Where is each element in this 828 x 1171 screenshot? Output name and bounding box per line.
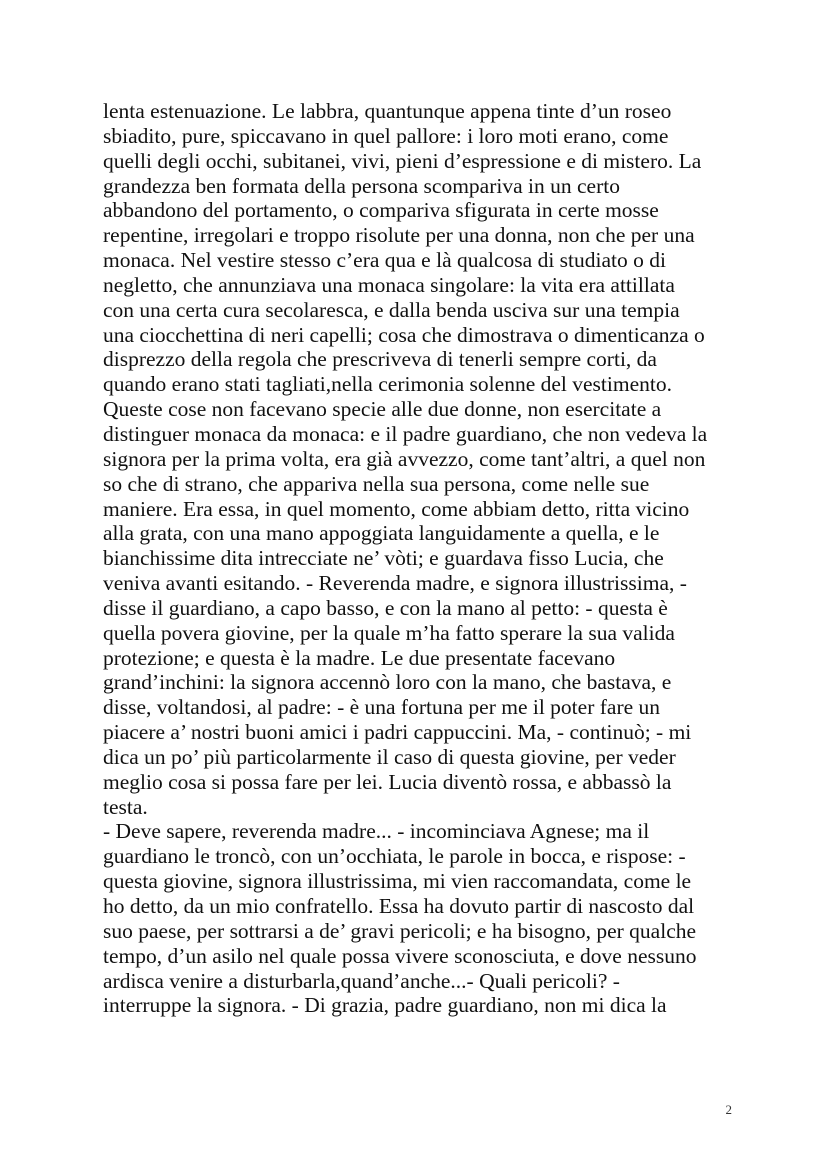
text-line: bianchissime dita intrecciate ne’ vòti; e guardava fisso Lucia, che [103,546,664,571]
text-line: quella povera giovine, per la quale m’ha fatto sperare la sua valida [103,620,675,645]
text-line: signora per la prima volta, era già avvezzo, come tant’altri, a quel non [103,446,706,471]
text-line: Queste cose non facevano specie alle due donne, non esercitate a [103,397,662,422]
text-line: protezione; e questa è la madre. Le due presentate facevano [103,645,616,670]
text-line: monaca. Nel vestire stesso c’era qua e là qualcosa di studiato o di [103,248,666,273]
text-line: meglio cosa si possa fare per lei. Lucia diventò rossa, e abbassò la [103,769,672,794]
text-line: una ciocchettina di neri capelli; cosa che dimostrava o dimenticanza o [103,322,705,347]
text-line: maniere. Era essa, in quel momento, come abbiam detto, ritta vicino [103,496,690,521]
text-line: disprezzo della regola che prescriveva di tenerli sempre corti, da [103,347,657,372]
text-line: disse il guardiano, a capo basso, e con la mano al petto: - questa è [103,595,668,620]
text-line: veniva avanti esitando. - Reverenda madre, e signora illustrissima, - [103,571,687,596]
text-line: ho detto, da un mio confratello. Essa ha dovuto partir di nascosto dal [103,894,695,918]
text-line: grandezza ben formata della persona scompariva in un certo [103,173,620,198]
text-line: so che di strano, che appariva nella sua persona, come nelle sue [103,471,650,496]
text-line: grand’inchini: la signora accennò loro con la mano, che bastava, e [103,670,672,695]
body-text [103,99,743,1018]
text-line: - Deve sapere, reverenda madre... - incominciava Agnese; ma il [103,819,650,844]
text-line: tempo, d’un asilo nel quale possa vivere sconosciuta, e dove nessuno [103,943,697,968]
text-line: quando erano stati tagliati,nella cerimonia solenne del vestimento. [103,372,672,397]
text-line: con una certa cura secolaresca, e dalla benda usciva sur una tempia [103,297,680,322]
text-line: ardisca venire a disturbarla,quand’anche...- Quali pericoli? - [103,968,620,993]
text-line: interruppe la signora. - Di grazia, padre guardiano, non mi dica la [103,993,667,1018]
text-line: repentine, irregolari e troppo risolute per una donna, non che per una [103,223,695,248]
text-line: sbiadito, pure, spiccavano in quel pallore: i loro moti erano, come [103,123,669,148]
text-line: lenta estenuazione. Le labbra, quantunque appena tinte d’un roseo [103,99,672,123]
text-line: quelli degli occhi, subitanei, vivi, pieni d’espressione e di mistero. La [103,148,702,173]
text-line: testa. [103,794,148,819]
text-line: dica un po’ più particolarmente il caso di questa giovine, per veder [103,744,676,769]
text-line: disse, voltandosi, al padre: - è una fortuna per me il poter fare un [103,695,661,720]
text-line: alla grata, con una mano appoggiata languidamente a quella, e le [103,521,660,546]
text-line: questa giovine, signora illustrissima, mi vien raccomandata, come le [103,869,692,894]
text-line: abbandono del portamento, o compariva sfigurata in certe mosse [103,198,659,223]
text-line: suo paese, per sottrarsi a de’ gravi pericoli; e ha bisogno, per qualche [103,918,697,943]
text-line: negletto, che annunziava una monaca singolare: la vita era attillata [103,272,675,297]
text-line: guardiano le troncò, con un’occhiata, le parole in bocca, e rispose: - [103,844,686,869]
text-line: piacere a’ nostri buoni amici i padri cappuccini. Ma, - continuò; - mi [103,720,692,745]
page-number: 2 [725,1102,732,1117]
text-line: distinguer monaca da monaca: e il padre guardiano, che non vedeva la [103,421,708,446]
